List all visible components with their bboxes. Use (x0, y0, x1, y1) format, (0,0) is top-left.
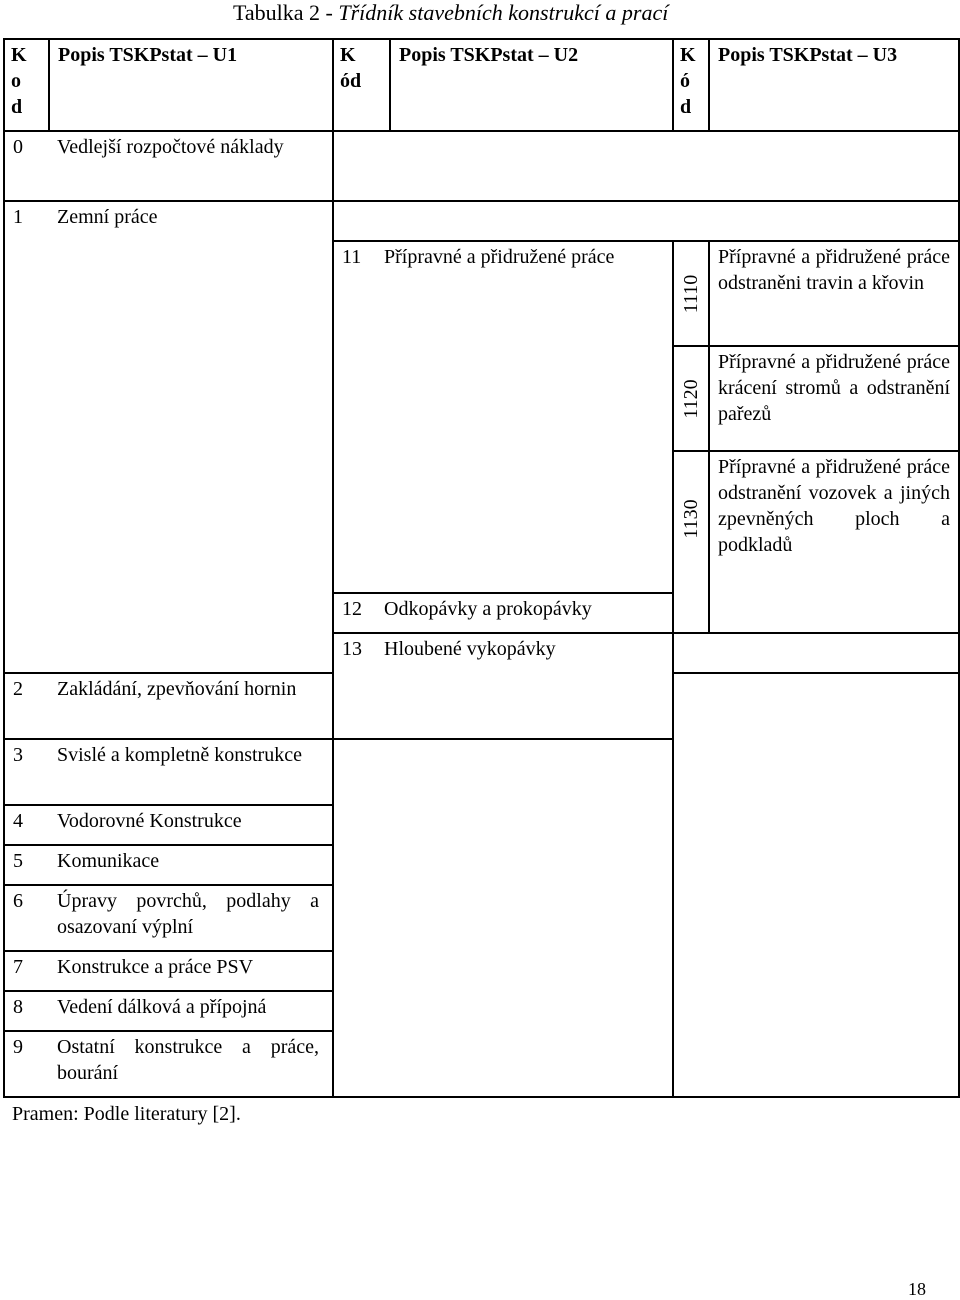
label-13: Hloubené vykopávky (384, 638, 556, 660)
label-2: Zakládání, zpevňování hornin (57, 678, 297, 700)
row-6 (4, 885, 333, 951)
label-1130: Přípravné a přidružené práce odstranění vozovek a jiných zpevněných ploch a podkladů (709, 451, 959, 633)
code-1130-cell (673, 451, 709, 633)
code-5: 5 (13, 850, 23, 872)
code-13: 13 (342, 638, 362, 660)
empty-cell (333, 131, 959, 201)
label-0: Vedlejší rozpočtové náklady (57, 136, 284, 158)
header-popis-u3: Popis TSKPstat – U3 (709, 39, 959, 131)
empty-cell (333, 201, 959, 241)
row-9 (4, 1031, 333, 1097)
header-popis-u1: Popis TSKPstat – U1 (49, 39, 333, 131)
empty-cell (333, 451, 673, 593)
page-number: 18 (908, 1279, 926, 1299)
caption-label: Tabulka 2 - (233, 0, 339, 25)
label-11: Přípravné a přidružené práce (384, 246, 615, 268)
row-4 (4, 805, 333, 845)
table-row (4, 241, 959, 346)
empty-cell (673, 633, 959, 673)
source-note: Pramen: Podle literatury [2]. (12, 1103, 241, 1125)
row-1 (4, 201, 333, 241)
code-3: 3 (13, 744, 23, 766)
row-0 (4, 131, 333, 201)
code-6: 6 (13, 890, 23, 912)
row-7 (4, 951, 333, 991)
row-2 (4, 673, 333, 739)
header-kod-u3: K ó d (673, 39, 709, 131)
code-8: 8 (13, 996, 23, 1018)
table-row (4, 346, 959, 451)
row-11 (333, 241, 673, 346)
header-kod-u2: K ód (333, 39, 390, 131)
classification-table (3, 38, 960, 1098)
empty-cell (4, 346, 333, 451)
label-1: Zemní práce (57, 206, 158, 228)
empty-cell (333, 673, 673, 739)
caption-title: Třídník stavebních konstrukcí a prací (338, 0, 669, 25)
empty-cell (4, 633, 333, 673)
label-1110: Přípravné a přidružené práce odstraněni travin a křovin (709, 241, 959, 346)
code-1110: 1110 (680, 274, 702, 313)
label-12: Odkopávky a prokopávky (384, 598, 592, 620)
table-row (4, 673, 959, 739)
label-6: Úpravy povrchů, podlahy a osazovaní výplní (57, 890, 319, 938)
empty-cell (4, 241, 333, 346)
label-8: Vedení dálková a přípojná (57, 996, 267, 1018)
row-12 (333, 593, 673, 633)
label-5: Komunikace (57, 850, 160, 872)
code-1120: 1120 (680, 378, 702, 419)
table-caption (233, 0, 733, 26)
header-row (4, 39, 959, 131)
code-7: 7 (13, 956, 23, 978)
label-4: Vodorovné Konstrukce (57, 810, 242, 832)
empty-cell (673, 673, 959, 1097)
code-1130: 1130 (680, 498, 702, 539)
code-1110-cell (673, 241, 709, 346)
row-13 (333, 633, 673, 673)
code-1120-cell (673, 346, 709, 451)
label-9: Ostatní konstrukce a práce, bourání (57, 1036, 319, 1084)
code-11: 11 (342, 246, 362, 268)
table-row (4, 633, 959, 673)
header-popis-u2: Popis TSKPstat – U2 (390, 39, 673, 131)
table-row (4, 451, 959, 593)
label-1120: Přípravné a přidružené práce krácení stromů a odstranění pařezů (709, 346, 959, 451)
row-8 (4, 991, 333, 1031)
table-row (4, 201, 959, 241)
code-2: 2 (13, 678, 23, 700)
empty-cell (4, 451, 333, 593)
row-5 (4, 845, 333, 885)
code-1: 1 (13, 206, 23, 228)
header-kod-u1: K o d (4, 39, 49, 131)
empty-cell (333, 346, 673, 451)
code-4: 4 (13, 810, 23, 832)
code-0: 0 (13, 136, 23, 158)
empty-cell (333, 739, 673, 1097)
empty-cell (4, 593, 333, 633)
row-3 (4, 739, 333, 805)
code-12: 12 (342, 598, 362, 620)
table-row (4, 131, 959, 201)
code-9: 9 (13, 1036, 23, 1058)
label-3: Svislé a kompletně konstrukce (57, 744, 302, 766)
label-7: Konstrukce a práce PSV (57, 956, 254, 978)
